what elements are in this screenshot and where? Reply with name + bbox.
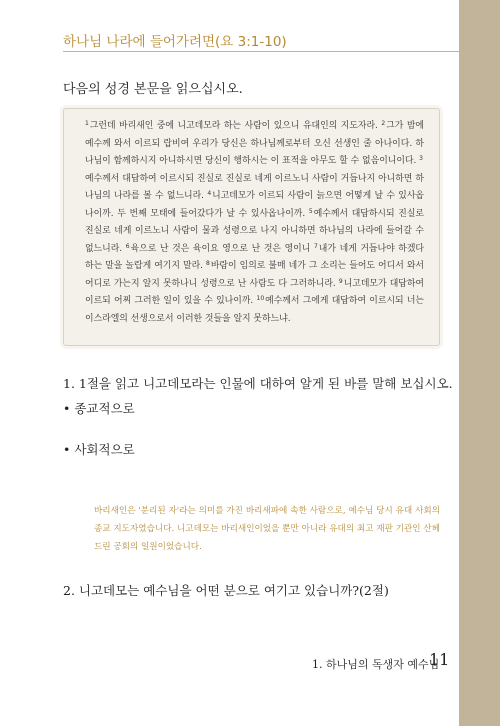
verse-number: 10 <box>256 295 265 302</box>
question-2: 2. 니고데모는 예수님을 어떤 분으로 여기고 있습니까?(2절) <box>63 583 389 598</box>
decorative-side-panel <box>459 0 500 726</box>
verse-number: 8 <box>206 260 210 267</box>
explanatory-note: 바리새인은 '분리된 자'라는 의미를 가진 바리새파에 속한 사람으로, 예수님 당시 유대 사회의 종교 지도자였습니다. 니고데모는 바리새인이었을 뿐만 아니라 유대의 최고 재판 기관인 산헤드린 공회의 일원이었습니다. <box>94 506 440 552</box>
verse-text: 니고데모가 대답하여 이르되 어찌 그러한 일이 있을 수 있나이까. <box>85 278 424 306</box>
verse-number: 7 <box>313 242 318 250</box>
bullet-religious: • 종교적으로 <box>63 401 135 416</box>
header-divider <box>63 51 459 52</box>
verse-number: 4 <box>207 190 212 197</box>
bullet-social: • 사회적으로 <box>63 442 135 457</box>
verse-text: 육으로 난 것은 육이요 영으로 난 것은 영이니 <box>130 243 314 254</box>
verse-text: 니고데모가 이르되 사람이 늙으면 어떻게 날 수 있사옵나이까. 두 번째 모태에 들어갔다가 날 수 있사옵나이까. <box>85 191 424 219</box>
verse-number: 5 <box>308 207 313 215</box>
verse-number: 2 <box>381 120 386 127</box>
verse-number: 6 <box>125 242 130 250</box>
verse-number: 9 <box>338 277 343 285</box>
instruction-text: 다음의 성경 본문을 읽으십시오. <box>63 82 243 97</box>
verse-text: 그런데 바리새인 중에 니고데모라 하는 사람이 있으니 유대인의 지도자라. <box>89 121 382 131</box>
verse-text: 그가 밤에 예수께 와서 이르되 랍비여 우리가 당신은 하나님께로부터 오신 선생인 줄 아나이다. 하나님이 함께하시지 아니하시면 당신이 행하시는 이 표적을 아무도 할 수 없음이니이다. <box>85 121 424 166</box>
verse-number: 3 <box>419 155 423 162</box>
verse-text: 바람이 임의로 불매 네가 그 소리는 들어도 어디서 와서 어디로 가는지 알지 못하나니 성령으로 난 사람도 다 그러하니라. <box>85 261 424 289</box>
chapter-footer: 1. 하나님의 독생자 예수님 <box>312 658 440 671</box>
question-1: 1. 1절을 읽고 니고데모라는 인물에 대하여 알게 된 바를 말해 보십시오. <box>63 376 453 391</box>
scripture-passage <box>85 118 424 328</box>
section-title: 하나님 나라에 들어가려면(요 3:1-10) <box>63 34 287 50</box>
verse-number: 1 <box>85 120 89 127</box>
verse-text: 예수께서 대답하여 이르시되 진실로 진실로 네게 이르노니 사람이 거듭나지 아니하면 하나님의 나라를 볼 수 없느니라. <box>85 173 424 201</box>
verse-text: 예수께서 그에게 대답하여 이르시되 너는 이스라엘의 선생으로서 이러한 것들을 알지 못하느냐. <box>85 296 425 324</box>
verse-text: 예수께서 대답하시되 진실로 진실로 네게 이르노니 사람이 물과 성령으로 나지 아니하면 하나님의 나라에 들어갈 수 없느니라. <box>85 208 424 254</box>
verse-text: 내가 네게 거듭나야 하겠다 하는 말을 놀랍게 여기지 말라. <box>85 243 424 271</box>
page-number: 11 <box>429 650 450 669</box>
